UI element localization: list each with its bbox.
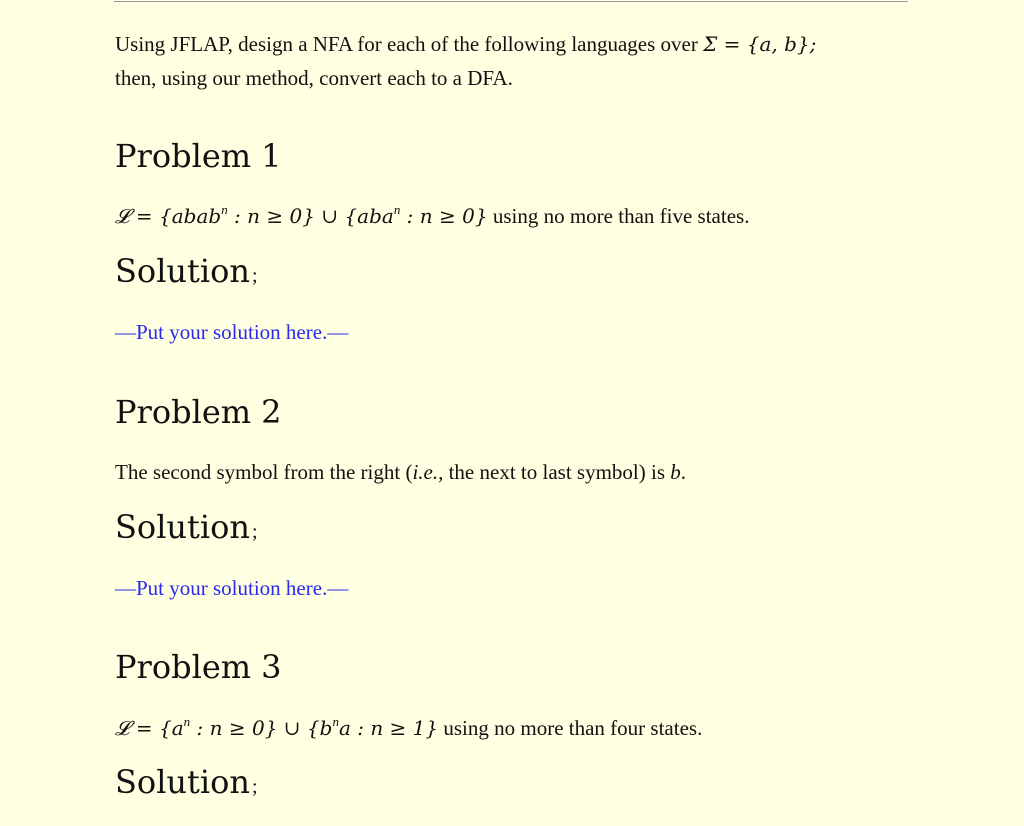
- solution-punct: ;: [252, 265, 258, 287]
- intro-paragraph: [115, 27, 915, 95]
- problem-heading-label: Problem: [115, 137, 252, 175]
- problem-2-statement: [115, 457, 686, 487]
- statement-text: using no more than four states.: [438, 716, 703, 740]
- statement-text: The second symbol from the right (: [115, 460, 413, 484]
- superscript: n: [332, 714, 339, 729]
- statement-ie: i.e.,: [412, 460, 444, 484]
- statement-symbol: b: [670, 460, 681, 484]
- math-fragment: : n ≥ 0}: [400, 204, 488, 228]
- superscript: n: [183, 714, 191, 729]
- solution-label: Solution: [115, 763, 250, 801]
- problem-2-heading: [115, 393, 281, 431]
- problem-2-placeholder[interactable]: —Put your solution here.—: [115, 576, 349, 600]
- intro-line-2: then, using our method, convert each to a DFA.: [115, 66, 513, 90]
- solution-punct: ;: [252, 776, 258, 798]
- statement-text: .: [680, 460, 686, 484]
- math-fragment: : n ≥ 0} ∪ {b: [190, 716, 333, 740]
- problem-3-heading: [115, 648, 281, 686]
- solution-label: Solution: [115, 252, 250, 290]
- problem-2-solution-label: [115, 508, 258, 551]
- math-fragment: : n ≥ 0} ∪ {aba: [227, 204, 394, 228]
- math-fragment: 𝓛 = {a: [115, 716, 184, 740]
- math-fragment: 𝓛 = {abab: [115, 204, 222, 228]
- problem-1-placeholder[interactable]: —Put your solution here.—: [115, 320, 349, 344]
- superscript: n: [221, 202, 228, 217]
- math-fragment: a : n ≥ 1}: [338, 716, 439, 740]
- problem-number: 3: [261, 648, 282, 686]
- problem-3-statement: [115, 713, 702, 743]
- problem-3-solution-label: [115, 763, 258, 806]
- statement-text: the next to last symbol) is: [443, 460, 671, 484]
- problem-number: 2: [261, 393, 282, 431]
- solution-label: Solution: [115, 508, 250, 546]
- problem-number: 1: [261, 137, 282, 175]
- statement-text: using no more than five states.: [487, 204, 750, 228]
- superscript: n: [393, 202, 401, 217]
- intro-line-1: [115, 27, 915, 61]
- alphabet-math: Σ = {a, b};: [703, 32, 817, 56]
- problem-1-statement: [115, 201, 749, 231]
- top-rule: [114, 1, 908, 2]
- intro-text: Using JFLAP, design a NFA for each of the following languages over: [115, 32, 704, 56]
- problem-1-solution-label: [115, 252, 258, 295]
- problem-heading-label: Problem: [115, 648, 252, 686]
- solution-punct: ;: [252, 521, 258, 543]
- problem-1-heading: [115, 137, 281, 175]
- problem-heading-label: Problem: [115, 393, 252, 431]
